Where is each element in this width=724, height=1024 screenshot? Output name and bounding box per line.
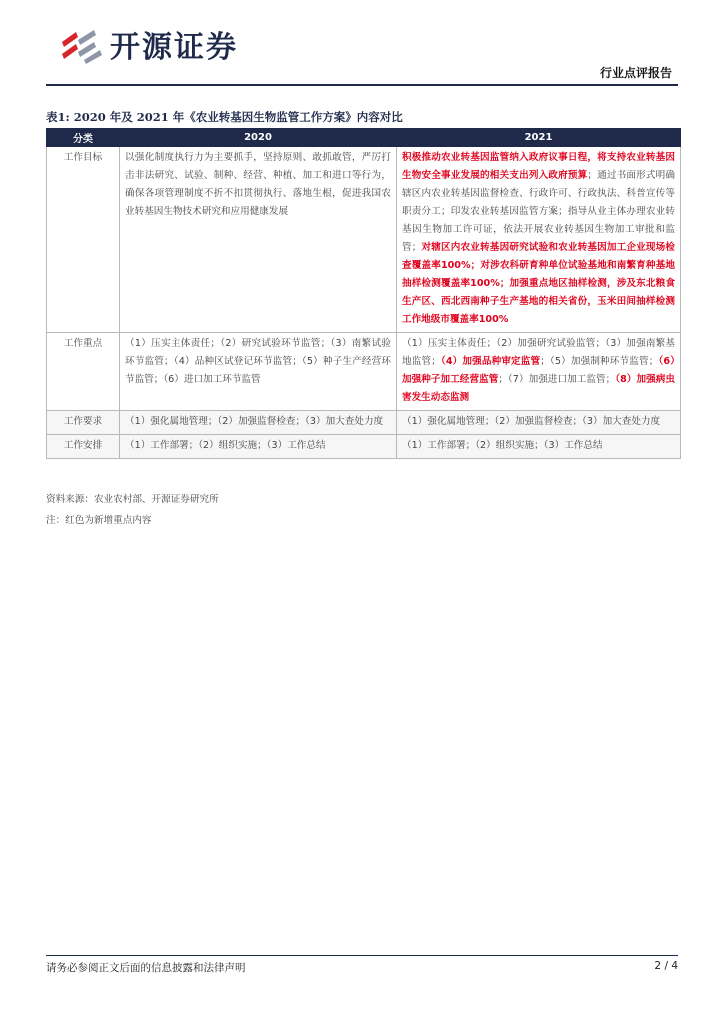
- page-number: 2 / 4: [654, 960, 678, 972]
- footer-disclaimer: 请务必参阅正文后面的信息披露和法律声明: [46, 962, 246, 974]
- highlighted-new-text: 积极推动农业转基因监管纳入政府议事日程，将支持农业转基因生物安全事业发展的相关支出列入政府预算: [402, 152, 675, 181]
- cell-2021: [397, 147, 681, 333]
- row-category: 工作安排: [47, 435, 120, 459]
- report-type-label: 行业点评报告: [599, 66, 672, 80]
- row-category: 工作目标: [47, 147, 120, 333]
- column-header-2021: 2021: [397, 129, 681, 147]
- table-row: [47, 435, 681, 459]
- cell-text: （1）强化属地管理；（2）加强监督检查；（3）加大查处力度: [402, 416, 661, 427]
- highlighted-new-text: （6）加强种子加工经营监管: [402, 356, 676, 385]
- highlighted-new-text: （4）加强品种审定监管: [440, 356, 541, 367]
- cell-text: （1）工作部署；（2）组织实施；（3）工作总结: [402, 440, 603, 451]
- table-row: [47, 411, 681, 435]
- company-logo: [58, 22, 238, 66]
- table-title: 表1: 2020 年及 2021 年《农业转基因生物监管工作方案》内容对比: [46, 110, 403, 124]
- cell-2020: （1）强化属地管理；（2）加强监督检查；（3）加大查处力度: [120, 411, 397, 435]
- company-name: 开源证券: [110, 30, 238, 65]
- cell-text: ；（5）加强制种环节监管；: [540, 356, 659, 367]
- column-header-2020: 2020: [120, 129, 397, 147]
- table-row: [47, 333, 681, 411]
- cell-text: ；（7）加强进口加工监管；: [498, 374, 616, 385]
- cell-text: ；通过书面形式明确辖区内农业转基因监督检查、行政许可、行政执法、科普宣传等职责分工；印发农业转基因监管方案；指导从业主体办理农业转基因生物加工许可证，依法开展农业转基因生物加工审批和监管；: [402, 170, 675, 253]
- table-header-row: [47, 129, 681, 147]
- comparison-table: [46, 128, 681, 459]
- cell-2020: 以强化制度执行力为主要抓手，坚持原则、敢抓敢管，严厉打击非法研究、试验、制种、经营、种植、加工和进口等行为，确保各项管理制度不折不扣贯彻执行、落地生根，促进我国农业转基因生物技术研究和应用健康发展: [120, 147, 397, 333]
- kaiyuan-stripes-logo-icon: [58, 24, 104, 64]
- footer-divider: [46, 955, 678, 956]
- header-divider: [46, 84, 678, 86]
- row-category: 工作要求: [47, 411, 120, 435]
- cell-2020: （1）压实主体责任；（2）研究试验环节监管；（3）南繁试验环节监管；（4）品种区试登记环节监管；（5）种子生产经营环节监管；（6）进口加工环节监管: [120, 333, 397, 411]
- highlighted-new-text: （8）加强病虫害发生动态监测: [402, 374, 675, 403]
- row-category: 工作重点: [47, 333, 120, 411]
- table-row: [47, 147, 681, 333]
- table-source: 资料来源：农业农村部、开源证券研究所: [46, 494, 219, 505]
- cell-text: （1）压实主体责任；（2）加强研究试验监管；（3）加强南繁基地监管；: [402, 338, 675, 367]
- highlighted-new-text: 对辖区内农业转基因研究试验和农业转基因加工企业现场检查覆盖率100%；对涉农科研育种单位试验基地和南繁育种基地抽样检测覆盖率100%；加强重点地区抽样检测，涉及东北粮食生产区、西北西南种子生产基地的相关省份，玉米田间抽样检测工作地级市覆盖率100%: [402, 242, 676, 325]
- column-header-category: 分类: [47, 129, 120, 147]
- table-note: 注：红色为新增重点内容: [46, 515, 152, 526]
- cell-2021: [397, 333, 681, 411]
- cell-2020: （1）工作部署；（2）组织实施；（3）工作总结: [120, 435, 397, 459]
- cell-2021: [397, 411, 681, 435]
- cell-2021: [397, 435, 681, 459]
